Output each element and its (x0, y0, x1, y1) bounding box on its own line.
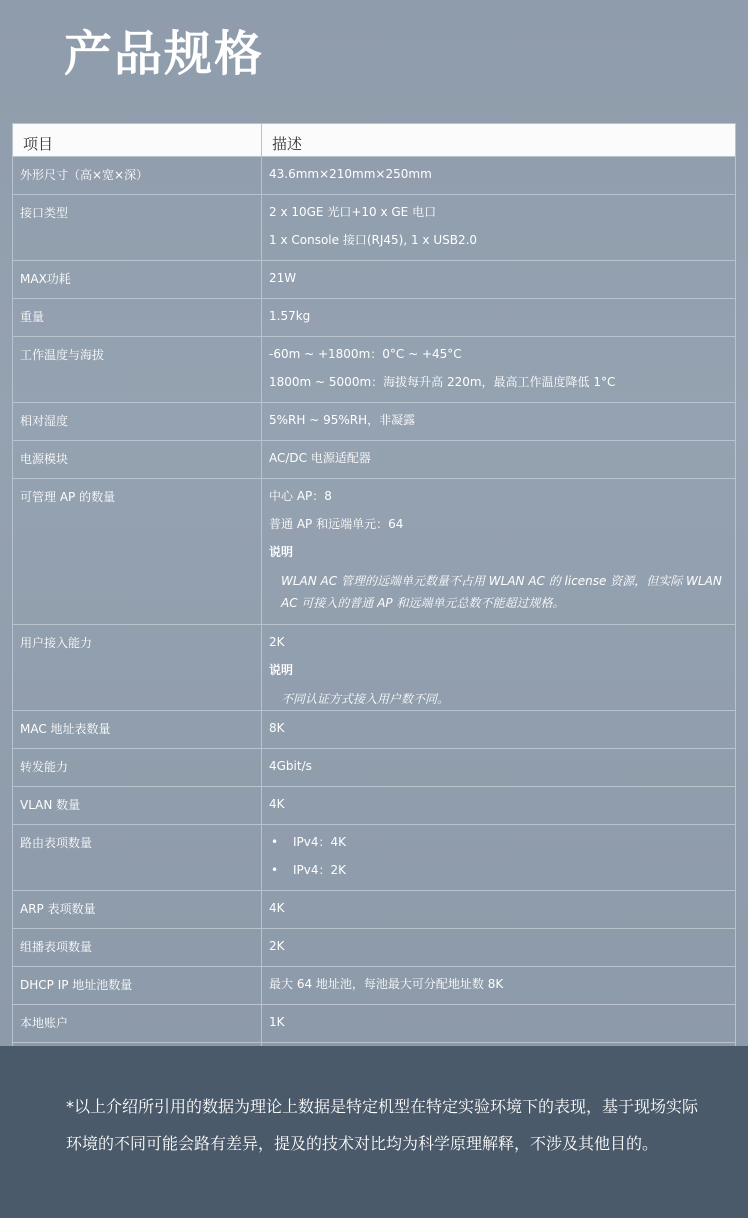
spec-value (262, 891, 736, 929)
spec-value (262, 299, 736, 337)
spec-value-line: AC/DC 电源适配器 (269, 451, 371, 465)
table-row (13, 479, 736, 625)
table-row (13, 441, 736, 479)
spec-value (262, 403, 736, 441)
table-row (13, 891, 736, 929)
spec-label: 相对湿度 (13, 403, 262, 441)
spec-label: 本地账户 (13, 1005, 262, 1043)
table-row (13, 625, 736, 711)
table-row (13, 403, 736, 441)
spec-value-line: 2K (269, 635, 285, 649)
table-header-row (13, 124, 736, 157)
spec-label: 可管理 AP 的数量 (13, 479, 262, 625)
spec-value (262, 195, 736, 261)
spec-label: 用户接入能力 (13, 625, 262, 711)
page-title: 产品规格 (64, 26, 265, 82)
spec-label: 外形尺寸（高×宽×深） (13, 157, 262, 195)
bullet-text: IPv4：2K (293, 863, 347, 877)
spec-value-line: 普通 AP 和远端单元：64 (269, 517, 404, 531)
spec-label: ARP 表项数量 (13, 891, 262, 929)
note-text: WLAN AC 管理的远端单元数量不占用 WLAN AC 的 license 资源，但实际 WLAN AC 可接入的普通 AP 和远端单元总数不能超过规格。 (281, 574, 722, 610)
table-row (13, 261, 736, 299)
spec-label: 电源模块 (13, 441, 262, 479)
spec-value-line: -60m ~ +1800m：0°C ~ +45°C (269, 347, 462, 361)
spec-label: 转发能力 (13, 749, 262, 787)
spec-value-line: 最大 64 地址池，每池最大可分配地址数 8K (269, 977, 504, 991)
table-row (13, 787, 736, 825)
spec-value-line: 21W (269, 271, 297, 285)
spec-value-line: 8K (269, 721, 285, 735)
spec-value (262, 749, 736, 787)
spec-value (262, 625, 736, 711)
spec-label: VLAN 数量 (13, 787, 262, 825)
spec-label: MAX功耗 (13, 261, 262, 299)
spec-label: 工作温度与海拔 (13, 337, 262, 403)
bullet-item (269, 862, 728, 890)
spec-value (262, 261, 736, 299)
spec-value-line: 4Gbit/s (269, 759, 312, 773)
footer-section (0, 1046, 748, 1218)
note-text: 不同认证方式接入用户数不同。 (281, 692, 450, 706)
header-description: 描述 (262, 124, 736, 157)
spec-value (262, 929, 736, 967)
spec-value (262, 441, 736, 479)
table-row (13, 711, 736, 749)
spec-value-line: 4K (269, 901, 285, 915)
spec-value (262, 787, 736, 825)
bullet-text: IPv4：4K (293, 835, 347, 849)
spec-value-line: 43.6mm×210mm×250mm (269, 167, 432, 181)
spec-value (262, 479, 736, 625)
spec-value-line: 2K (269, 939, 285, 953)
spec-label: MAC 地址表数量 (13, 711, 262, 749)
table-row (13, 929, 736, 967)
table-row (13, 967, 736, 1005)
spec-table-body (13, 157, 736, 1081)
table-row (13, 825, 736, 891)
bullet-dot-icon: • (271, 835, 279, 849)
spec-value (262, 157, 736, 195)
spec-label: 组播表项数量 (13, 929, 262, 967)
spec-value (262, 825, 736, 891)
spec-table (12, 123, 736, 1081)
spec-label: 接口类型 (13, 195, 262, 261)
note-label: 说明 (269, 545, 294, 559)
table-row (13, 337, 736, 403)
spec-value (262, 967, 736, 1005)
spec-value (262, 1005, 736, 1043)
header-item: 项目 (13, 124, 262, 157)
table-row (13, 157, 736, 195)
note-label: 说明 (269, 663, 294, 677)
spec-value-line: 5%RH ~ 95%RH，非凝露 (269, 413, 416, 427)
spec-value-line: 1 x Console 接口(RJ45), 1 x USB2.0 (269, 233, 478, 247)
spec-value-line: 中心 AP：8 (269, 489, 332, 503)
table-row (13, 195, 736, 261)
spec-value-line: 1.57kg (269, 309, 311, 323)
disclaimer-text: *以上介绍所引用的数据为理论上数据是特定机型在特定实验环境下的表现，基于现场实际环境的不同可能会路有差异，提及的技术对比均为科学原理解释，不涉及其他目的。 (66, 1097, 699, 1153)
spec-value-line: 4K (269, 797, 285, 811)
spec-value-line: 2 x 10GE 光口+10 x GE 电口 (269, 205, 437, 219)
spec-label: DHCP IP 地址池数量 (13, 967, 262, 1005)
spec-label: 重量 (13, 299, 262, 337)
spec-value-line: 1800m ~ 5000m：海拔每升高 220m，最高工作温度降低 1°C (269, 375, 616, 389)
table-row (13, 1005, 736, 1043)
table-row (13, 749, 736, 787)
spec-label: 路由表项数量 (13, 825, 262, 891)
spec-value-line: 1K (269, 1015, 285, 1029)
spec-value (262, 711, 736, 749)
bullet-item (269, 834, 728, 862)
spec-value (262, 337, 736, 403)
bullet-dot-icon: • (271, 863, 279, 877)
table-row (13, 299, 736, 337)
